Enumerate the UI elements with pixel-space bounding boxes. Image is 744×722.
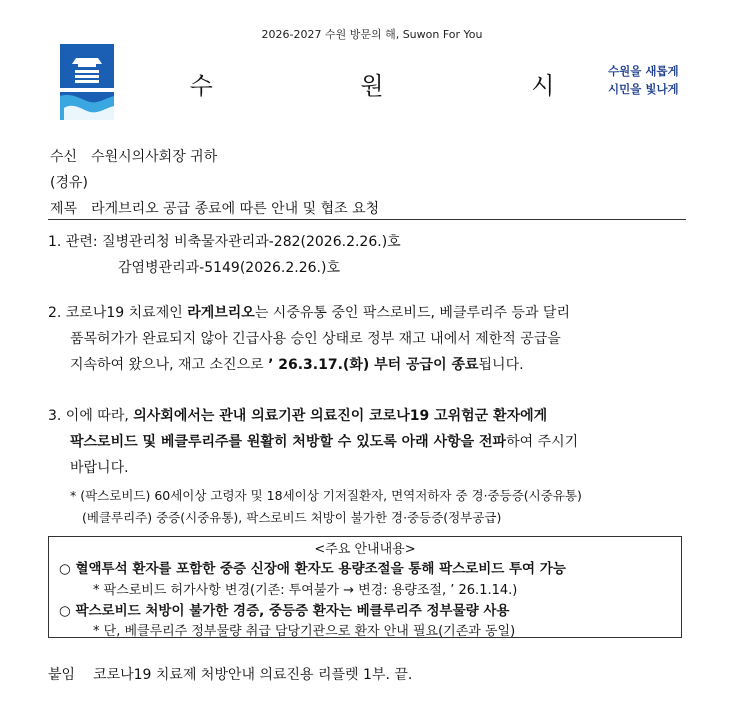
recipient-value: 수원시의사회장 귀하: [91, 149, 218, 165]
slogan-line-1: 수원을 새롭게: [608, 64, 679, 78]
attachment-value: 코로나19 치료제 처방안내 의료진용 리플렛 1부. 끝.: [93, 667, 413, 683]
recipient-line: [50, 146, 217, 166]
section-2-line-1: 2. 코로나19 치료제인 라게브리오는 시중유통 중인 팍스로비드, 베클루리주 등과 달리: [48, 305, 570, 321]
section-3: [48, 403, 688, 481]
section-3-line-3: 바랍니다.: [70, 460, 129, 476]
slogan-line-2: 시민을 빛나게: [608, 82, 679, 96]
attachment-label: 붙임: [48, 667, 76, 683]
header-tagline: 2026-2027 수원 방문의 해, Suwon For You: [261, 28, 483, 41]
notice-item-2: ○ 팍스로비드 처방이 불가한 경증, 중등증 환자는 베클루리주 정부물량 사용: [59, 603, 510, 619]
section-1: [48, 229, 401, 281]
notice-item-2-sub: * 단, 베클루리주 정부물량 취급 담당기관으로 환자 안내 필요(기존과 동일): [93, 624, 516, 639]
organization-name: 수 원 시: [189, 72, 625, 100]
section-3-line-1: 3. 이에 따라, 의사회에서는 관내 의료기관 의료진이 코로나19 고위험군 환자에게: [48, 408, 548, 424]
footnote: [70, 485, 582, 529]
city-slogan: [608, 62, 698, 98]
section-2-line-2: 품목허가가 완료되지 않아 긴급사용 승인 상태로 정부 재고 내에서 제한적 공급을: [70, 331, 561, 347]
attachment-line: [48, 664, 412, 684]
subject-line: [50, 198, 379, 218]
via-line: [50, 172, 102, 192]
section-1-line-1: 1. 관련: 질병관리청 비축물자관리과-282(2026.2.26.)호: [48, 234, 401, 250]
subject-label: 제목: [50, 201, 78, 217]
notice-item-1: ○ 혈액투석 환자를 포함한 중증 신장애 환자도 용량조절을 통해 팍스로비드 투여 가능: [59, 561, 566, 577]
notice-item-1-sub: * 팍스로비드 허가사항 변경(기존: 투여불가 → 변경: 용량조절, ’ 26.1.14.): [93, 583, 518, 598]
section-2: [48, 300, 688, 378]
subject-value: 라게브리오 공급 종료에 따른 안내 및 협조 요청: [91, 201, 380, 217]
notice-box-title: <주요 안내내용>: [314, 542, 416, 557]
header-divider: [48, 219, 686, 220]
section-1-line-2: 감염병관리과-5149(2026.2.26.)호: [118, 260, 340, 276]
recipient-label: 수신: [50, 149, 78, 165]
via-label: (경유): [50, 175, 88, 191]
section-2-line-3: 지속하여 왔으나, 재고 소진으로 ’ 26.3.17.(화) 부터 공급이 종료됩니다.: [70, 357, 524, 373]
footnote-line-2: (베클루리주) 중증(시중유통), 팍스로비드 처방이 불가한 경·중등증(정부공급): [82, 510, 502, 525]
section-3-line-2: 팍스로비드 및 베클루리주를 원활히 처방할 수 있도록 아래 사항을 전파하여 주시기: [70, 434, 579, 450]
footnote-line-1: * (팍스로비드) 60세이상 고령자 및 18세이상 기저질환자, 면역저하자 중 경·중등증(시중유통): [70, 488, 582, 503]
notice-box: [48, 536, 682, 638]
